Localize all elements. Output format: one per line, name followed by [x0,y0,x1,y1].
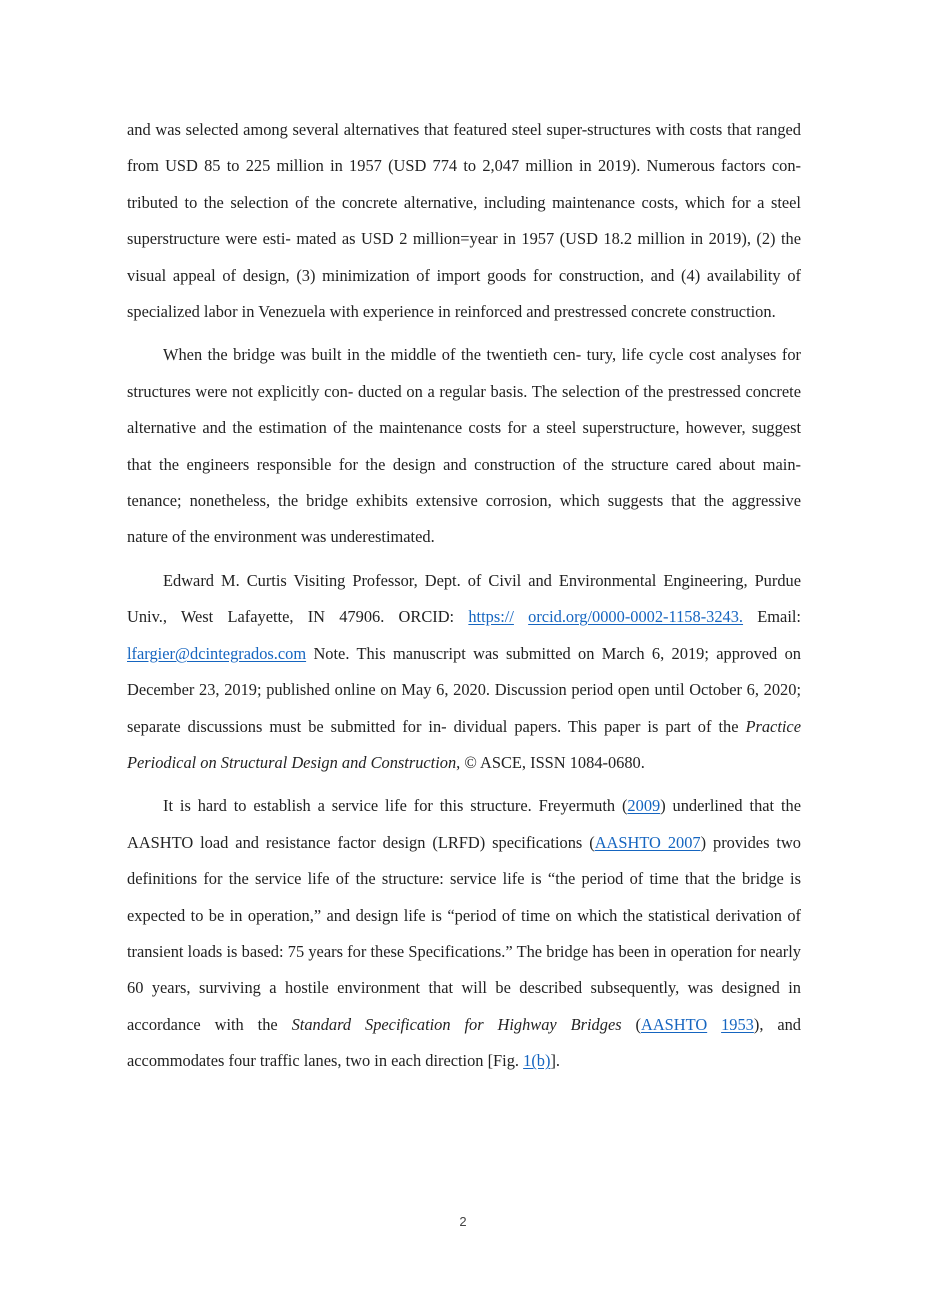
citation-link-1953[interactable]: 1953 [721,1014,754,1034]
orcid-link[interactable]: orcid.org/0000-0002-1158-3243. [528,607,744,627]
page-number: 2 [459,1214,467,1229]
orcid-link-prefix[interactable]: https:// [468,607,514,627]
journal-title: Practice Periodical on Structural Design and Construction [127,716,801,772]
email-link[interactable]: lfargier@dcintegrados.com [127,643,307,663]
text-segment: ) underlined that the AASHTO load and resistance factor design (LRFD) specifications ( [127,796,801,852]
citation-link-aashto-2007[interactable]: AASHTO 2007 [594,832,701,852]
text-segment: Email: [743,607,801,627]
text-segment: , © ASCE, ISSN 1084-0680. [456,752,645,772]
citation-link-aashto[interactable]: AASHTO [640,1014,708,1034]
text-segment: and was selected among several alternatives that featured steel super-structures with costs that ranged from USD 85 to 225 million in 1957 (USD 774 to 2,047 million in 2019). Numerous factors con- tributed to the selection of the concrete alternative, including maintenance costs, which for a steel superstructure were esti- mated as USD 2 million=year in 1957 (USD 18.2 million in 2019), (2) the visual appeal of design, (3) minimization of import goods for construction, and (4) availability of specialized labor in Venezuela with experience in reinforced and prestressed concrete construction. [127,120,801,322]
document-page [127,112,801,1087]
text-segment: When the bridge was built in the middle of the twentieth cen- tury, life cycle cost analyses for structures were not explicitly con- ducted on a regular basis. The selection of the prestressed concrete alternative and the estimation of the maintenance costs for a steel superstructure, however, suggest that the engineers responsible for the design and construction of the structure cared about main- tenance; nonetheless, the bridge exhibits extensive corrosion, which suggests that the aggressive nature of the environment was underestimated. [127,345,801,547]
text-segment: ), and accommodates four traffic lanes, two in each direction [Fig. [127,1014,802,1071]
text-segment: Edward M. Curtis Visiting Professor, Dept. of Civil and Environmental Engineering, Purdue Univ., West Lafayette, IN 47906. ORCID: [127,570,801,627]
text-segment: ( [621,1014,641,1034]
text-segment: It is hard to establish a service life for this structure. Freyermuth ( [163,796,628,816]
text-segment: Note. This manuscript was submitted on March 6, 2019; approved on December 23, 2019; published online on May 6, 2020. Discussion period open until October 6, 2020; separate discussions must be submitted for in- dividual papers. This paper is part of the [127,643,801,736]
paragraph-service-life [127,788,801,1079]
text-segment: ]. [550,1051,560,1071]
figure-link-1b[interactable]: 1(b) [523,1051,551,1071]
citation-link-freyermuth-2009[interactable]: 2009 [627,796,661,816]
paragraph-life-cycle-cost [127,337,801,555]
text-segment [707,1015,721,1034]
paragraph-cost-alternatives [127,112,801,330]
paragraph-author-note [127,563,801,781]
text-segment: ) provides two definitions for the service life of the structure: service life is “the period of time that the bridge is expected to be in operation,” and design life is “period of time on which the statistical derivation of transient loads is based: 75 years for these Specifications.” The bridge has been in operation for nearly 60 years, surviving a hostile environment that will be described subsequently, was designed in accordance with the [127,832,802,1034]
standard-title: Standard Specification for Highway Bridges [291,1014,622,1034]
text-segment [514,607,528,626]
